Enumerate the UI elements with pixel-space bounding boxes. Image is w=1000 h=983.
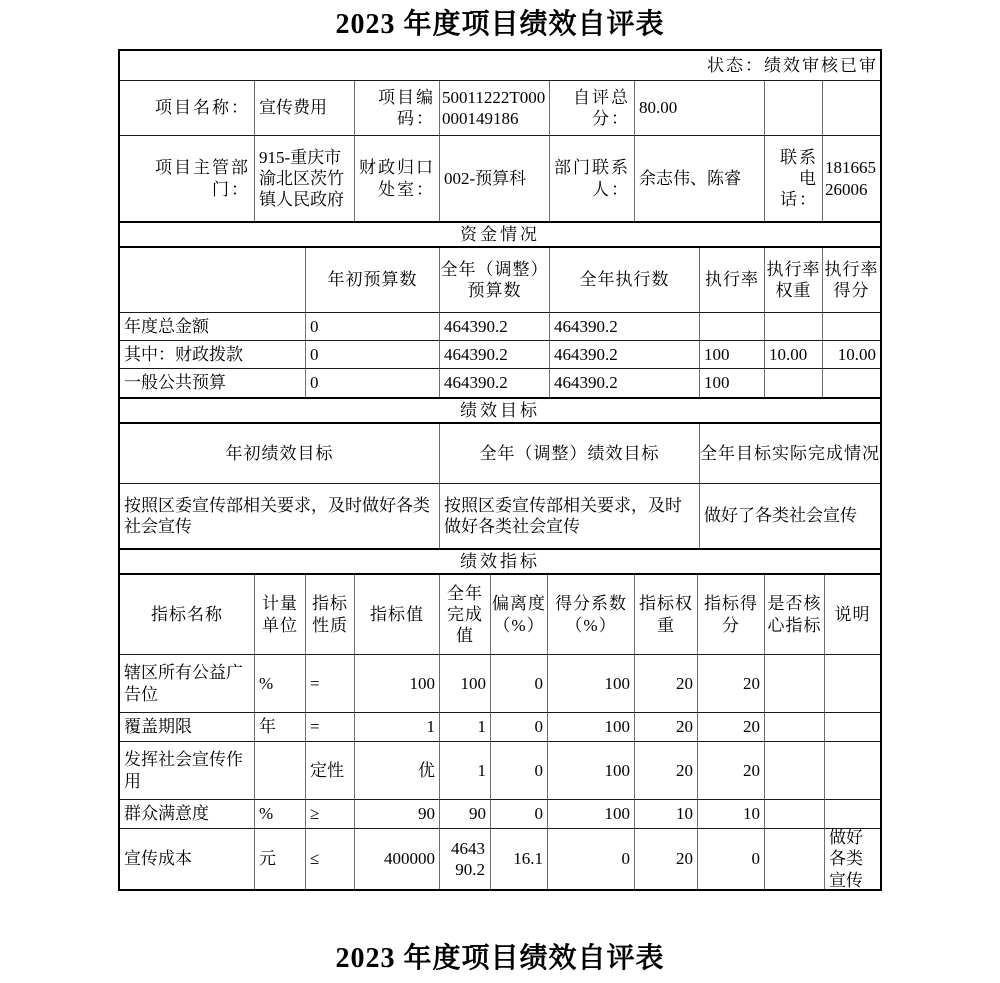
indicator-cell: 20	[635, 829, 698, 889]
funding-cell: 100	[700, 369, 765, 397]
indicator-cell: %	[255, 800, 306, 829]
funding-row-label: 年度总金额	[120, 313, 306, 341]
funding-cell: 0	[306, 369, 440, 397]
goals-header-cell: 全年目标实际完成情况	[700, 424, 880, 484]
funding-header-cell: 执行率权重	[765, 248, 823, 313]
project-name-label: 项目名称：	[120, 81, 255, 136]
indicator-header-cell: 指标得分	[698, 575, 765, 655]
self-evaluation-table	[118, 49, 882, 891]
indicator-cell: 90	[440, 800, 491, 829]
funding-cell	[823, 313, 880, 341]
indicator-cell	[825, 655, 880, 713]
funding-cell: 10.00	[765, 341, 823, 369]
indicator-name: 覆盖期限	[120, 713, 255, 742]
indicator-cell: 0	[491, 742, 548, 800]
indicator-header-cell: 计量单位	[255, 575, 306, 655]
indicator-header-cell: 指标性质	[306, 575, 355, 655]
self-score-value: 80.00	[635, 81, 765, 136]
indicator-cell: 464390.2	[440, 829, 491, 889]
info-empty-cell	[765, 81, 823, 136]
goals-table	[120, 424, 880, 548]
page-title-bottom: 2023 年度项目绩效自评表	[335, 943, 665, 974]
project-name-value: 宣传费用	[255, 81, 355, 136]
contact-label: 部门联系人：	[550, 136, 635, 221]
indicator-cell: 20	[635, 655, 698, 713]
goals-header-cell: 年初绩效目标	[120, 424, 440, 484]
indicators-table	[120, 575, 880, 889]
status-text: 状态：绩效审核已审	[120, 51, 880, 81]
funding-cell: 10.00	[823, 341, 880, 369]
section-title-indicators: 绩效指标	[120, 548, 880, 575]
indicator-cell	[825, 742, 880, 800]
funding-header-cell: 全年（调整）预算数	[440, 248, 550, 313]
indicator-header-cell: 指标权重	[635, 575, 698, 655]
funding-cell: 464390.2	[440, 341, 550, 369]
indicator-cell: 定性	[306, 742, 355, 800]
indicator-cell	[765, 800, 825, 829]
indicator-cell: 0	[491, 655, 548, 713]
indicator-cell: 10	[698, 800, 765, 829]
indicator-cell: 年	[255, 713, 306, 742]
indicator-cell: =	[306, 655, 355, 713]
funding-cell	[823, 369, 880, 397]
indicator-cell: 0	[491, 713, 548, 742]
dept-label: 项目主管部门：	[120, 136, 255, 221]
finance-office-label: 财政归口处室：	[355, 136, 440, 221]
indicator-header-cell: 说明	[825, 575, 880, 655]
indicator-cell: 100	[548, 742, 635, 800]
project-code-label: 项目编码：	[355, 81, 440, 136]
goals-cell: 做好了各类社会宣传	[704, 506, 857, 526]
phone-label: 联系电话：	[765, 136, 823, 221]
goals-cell: 按照区委宣传部相关要求，及时做好各类社会宣传	[440, 484, 700, 548]
indicator-cell: 0	[491, 800, 548, 829]
indicator-name: 群众满意度	[120, 800, 255, 829]
indicator-cell	[765, 655, 825, 713]
funding-cell: 464390.2	[550, 313, 700, 341]
indicator-cell: 100	[548, 655, 635, 713]
info-empty-cell	[823, 81, 880, 136]
indicator-cell: 优	[355, 742, 440, 800]
indicator-header-cell: 偏离度（%）	[491, 575, 548, 655]
indicator-cell: 20	[698, 742, 765, 800]
indicator-cell: ≤	[306, 829, 355, 889]
indicator-cell: 100	[440, 655, 491, 713]
indicator-cell	[765, 742, 825, 800]
funding-row-label: 一般公共预算	[120, 369, 306, 397]
funding-cell: 100	[700, 341, 765, 369]
goals-header-cell: 全年（调整）绩效目标	[440, 424, 700, 484]
funding-cell	[700, 313, 765, 341]
indicator-cell: %	[255, 655, 306, 713]
indicator-cell: 10	[635, 800, 698, 829]
funding-cell: 0	[306, 341, 440, 369]
indicator-header-cell: 指标名称	[120, 575, 255, 655]
funding-header-cell: 年初预算数	[306, 248, 440, 313]
page-title-top: 2023 年度项目绩效自评表	[335, 9, 665, 40]
funding-header-cell: 全年执行数	[550, 248, 700, 313]
funding-row-label: 其中：财政拨款	[120, 341, 306, 369]
self-score-label: 自评总分：	[550, 81, 635, 136]
phone-value: 18166526006	[825, 158, 876, 199]
indicator-cell: 1	[440, 713, 491, 742]
indicator-cell	[765, 713, 825, 742]
indicator-cell: 20	[698, 713, 765, 742]
indicator-cell: 元	[255, 829, 306, 889]
funding-header-cell: 执行率	[700, 248, 765, 313]
funding-cell: 464390.2	[550, 341, 700, 369]
indicator-cell: 1	[355, 713, 440, 742]
indicator-cell	[825, 800, 880, 829]
goals-cell: 按照区委宣传部相关要求，及时做好各类社会宣传	[120, 484, 440, 548]
indicator-header-cell: 指标值	[355, 575, 440, 655]
funding-header-cell: 执行率得分	[823, 248, 880, 313]
funding-cell	[765, 369, 823, 397]
indicator-name: 发挥社会宣传作用	[120, 742, 255, 800]
indicator-name: 宣传成本	[120, 829, 255, 889]
indicator-cell: 100	[548, 800, 635, 829]
funding-cell	[765, 313, 823, 341]
indicator-cell: 100	[355, 655, 440, 713]
funding-cell: 464390.2	[440, 369, 550, 397]
section-title-goals: 绩效目标	[120, 397, 880, 424]
indicator-cell: 90	[355, 800, 440, 829]
indicator-cell: 20	[698, 655, 765, 713]
project-info-table	[120, 81, 880, 221]
indicator-remark: 做好各类宣传	[829, 829, 863, 889]
contact-value: 余志伟、陈睿	[635, 136, 765, 221]
indicator-cell: 16.1	[491, 829, 548, 889]
indicator-cell: 400000	[355, 829, 440, 889]
indicator-header-cell: 全年完成值	[440, 575, 491, 655]
indicator-cell: 100	[548, 713, 635, 742]
funding-cell: 464390.2	[440, 313, 550, 341]
indicator-cell	[255, 742, 306, 800]
finance-office-value: 002-预算科	[440, 136, 550, 221]
funding-header-cell	[120, 248, 306, 313]
indicator-cell: ≥	[306, 800, 355, 829]
dept-value: 915-重庆市渝北区茨竹镇人民政府	[255, 136, 355, 221]
indicator-cell: 0	[698, 829, 765, 889]
indicator-cell	[765, 829, 825, 889]
indicator-header-cell: 得分系数（%）	[548, 575, 635, 655]
indicator-cell: 20	[635, 742, 698, 800]
indicator-cell	[825, 713, 880, 742]
project-code-value: 50011222T000000149186	[440, 81, 550, 136]
indicator-name: 辖区所有公益广告位	[120, 655, 255, 713]
indicator-cell: =	[306, 713, 355, 742]
indicator-cell: 0	[548, 829, 635, 889]
indicator-cell: 1	[440, 742, 491, 800]
funding-cell: 464390.2	[550, 369, 700, 397]
indicator-cell: 20	[635, 713, 698, 742]
funding-cell: 0	[306, 313, 440, 341]
section-title-funding: 资金情况	[120, 221, 880, 248]
indicator-header-cell: 是否核心指标	[765, 575, 825, 655]
funding-table	[120, 248, 880, 397]
